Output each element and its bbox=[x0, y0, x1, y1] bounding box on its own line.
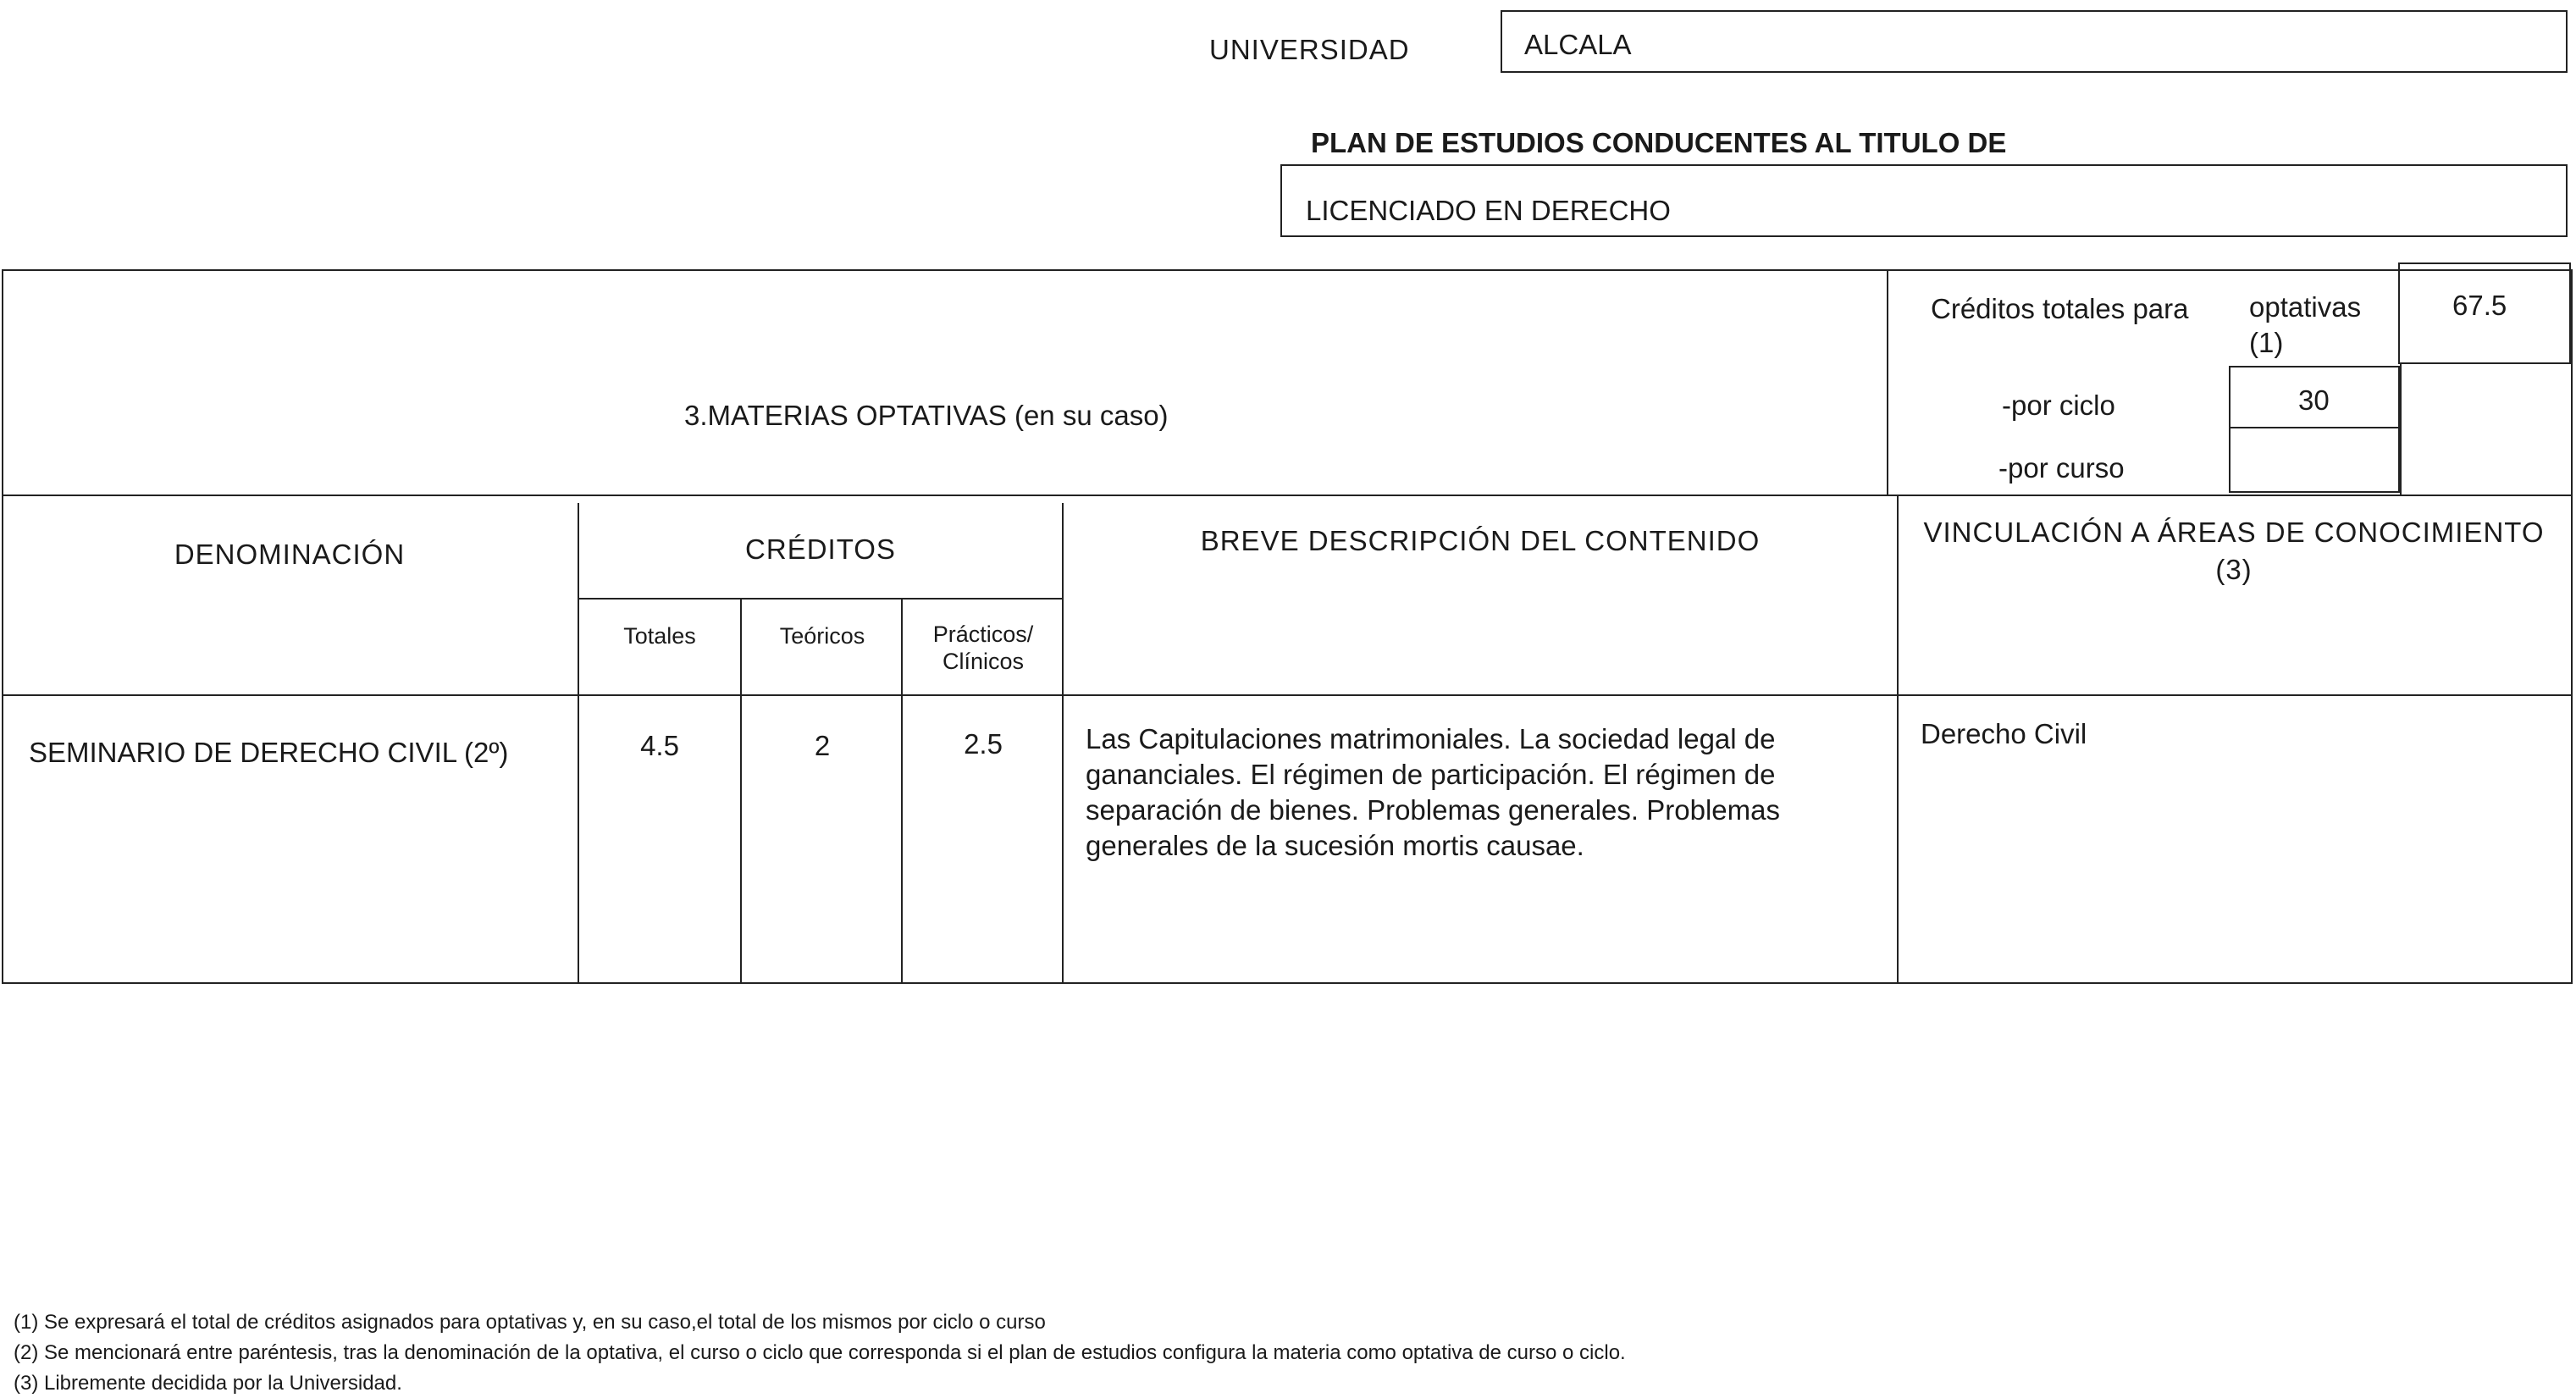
header-vinculacion: VINCULACIÓN A ÁREAS DE CONOCIMIENTO bbox=[1923, 517, 2545, 548]
section-title: 3.MATERIAS OPTATIVAS (en su caso) bbox=[684, 400, 1169, 431]
row-totales: 4.5 bbox=[640, 730, 679, 761]
header-totales: Totales bbox=[623, 623, 696, 649]
optativas-total-value: 67.5 bbox=[2452, 290, 2507, 321]
optativas-label: optativas bbox=[2249, 291, 2362, 323]
footnote-3: (3) Libremente decidida por la Universidad. bbox=[14, 1372, 402, 1395]
por-ciclo-label: -por ciclo bbox=[2002, 390, 2115, 421]
row-descripcion: Las Capitulaciones matrimoniales. La sociedad legal de gananciales. El régimen de participación. El régimen de separación de bienes. Problemas generales. Problemas generales de la sucesión mortis causae. bbox=[1086, 723, 1780, 861]
row-vinculacion: Derecho Civil bbox=[1921, 718, 2087, 749]
header-denominacion: DENOMINACIÓN bbox=[174, 539, 406, 570]
por-ciclo-cell bbox=[2229, 366, 2400, 428]
por-ciclo-value: 30 bbox=[2298, 384, 2330, 416]
por-curso-cell bbox=[2229, 427, 2400, 493]
footnote-2: (2) Se mencionará entre paréntesis, tras la denominación de la optativa, el curso o ciclo que corresponda si el plan de estudios configura la materia como optativa de curso o ciclo. bbox=[14, 1341, 1626, 1364]
row-practicos: 2.5 bbox=[964, 728, 1003, 760]
header-practicos-line2: Clínicos bbox=[942, 649, 1025, 674]
optativas-note: (1) bbox=[2249, 327, 2284, 358]
university-value: ALCALA bbox=[1524, 29, 1632, 60]
university-label: UNIVERSIDAD bbox=[1209, 34, 1410, 65]
header-teoricos: Teóricos bbox=[779, 623, 865, 649]
degree-field bbox=[1280, 164, 2568, 237]
header-practicos-line1: Prácticos/ bbox=[932, 622, 1034, 647]
por-curso-label: -por curso bbox=[1998, 452, 2125, 483]
degree-value: LICENCIADO EN DERECHO bbox=[1306, 195, 1671, 226]
header-vinculacion-note: (3) bbox=[2215, 554, 2253, 585]
header-creditos: CRÉDITOS bbox=[745, 533, 896, 565]
header-descripcion: BREVE DESCRIPCIÓN DEL CONTENIDO bbox=[1200, 525, 1761, 556]
row-denominacion: SEMINARIO DE DERECHO CIVIL (2º) bbox=[29, 737, 509, 768]
credits-total-label: Créditos totales para bbox=[1931, 293, 2189, 324]
optativas-total-cell bbox=[2398, 262, 2571, 364]
optativas-table bbox=[2, 269, 2573, 984]
row-teoricos: 2 bbox=[814, 730, 831, 761]
university-field bbox=[1501, 10, 2568, 73]
footnote-1: (1) Se expresará el total de créditos asignados para optativas y, en su caso,el total de los mismos por ciclo o curso bbox=[14, 1311, 1046, 1334]
plan-title: PLAN DE ESTUDIOS CONDUCENTES AL TITULO DE bbox=[1311, 127, 2007, 158]
